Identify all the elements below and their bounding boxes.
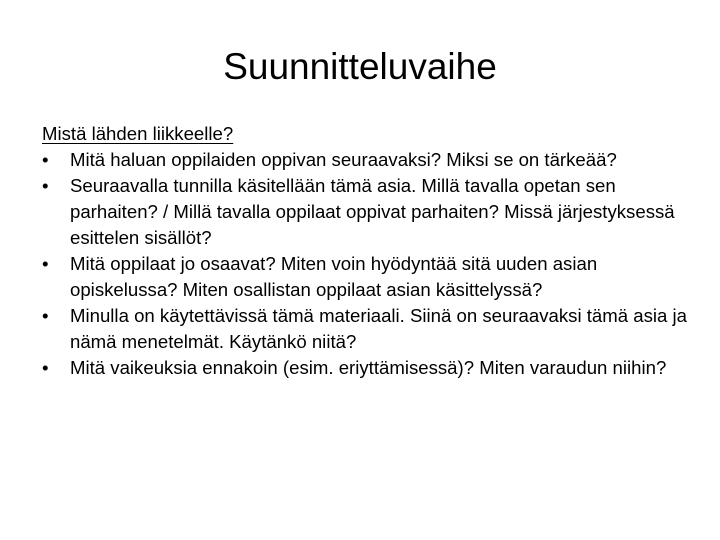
bullet-dot-icon: • xyxy=(42,175,49,196)
bullet-item xyxy=(42,173,692,251)
bullet-dot-icon: • xyxy=(42,149,49,170)
bullet-item xyxy=(42,303,692,355)
bullet-text: Minulla on käytettävissä tämä materiaali. Siinä on seuraavaksi tämä asia ja nämä menetelmät. Käytänkö niitä? xyxy=(70,305,687,352)
bullet-text: Mitä oppilaat jo osaavat? Miten voin hyödyntää sitä uuden asian opiskelussa? Miten osallistan oppilaat asian käsittelyssä? xyxy=(70,253,598,300)
bullet-text: Mitä vaikeuksia ennakoin (esim. eriyttämisessä)? Miten varaudun niihin? xyxy=(70,357,667,378)
bullet-dot-icon: • xyxy=(42,253,49,274)
bullet-item xyxy=(42,251,692,303)
bullet-text: Seuraavalla tunnilla käsitellään tämä asia. Millä tavalla opetan sen parhaiten? / Millä tavalla oppilaat oppivat parhaiten? Missä järjestyksessä esittelen sisällöt? xyxy=(70,175,675,248)
bullet-text: Mitä haluan oppilaiden oppivan seuraavaksi? Miksi se on tärkeää? xyxy=(70,149,617,170)
bullet-item xyxy=(42,147,692,173)
bullet-item xyxy=(42,355,692,381)
bullet-dot-icon: • xyxy=(42,305,49,326)
slide-content xyxy=(42,121,692,381)
slide-title: Suunnitteluvaihe xyxy=(223,46,497,87)
content-heading: Mistä lähden liikkeelle? xyxy=(42,123,234,144)
bullet-list xyxy=(42,147,692,381)
bullet-dot-icon: • xyxy=(42,357,49,378)
